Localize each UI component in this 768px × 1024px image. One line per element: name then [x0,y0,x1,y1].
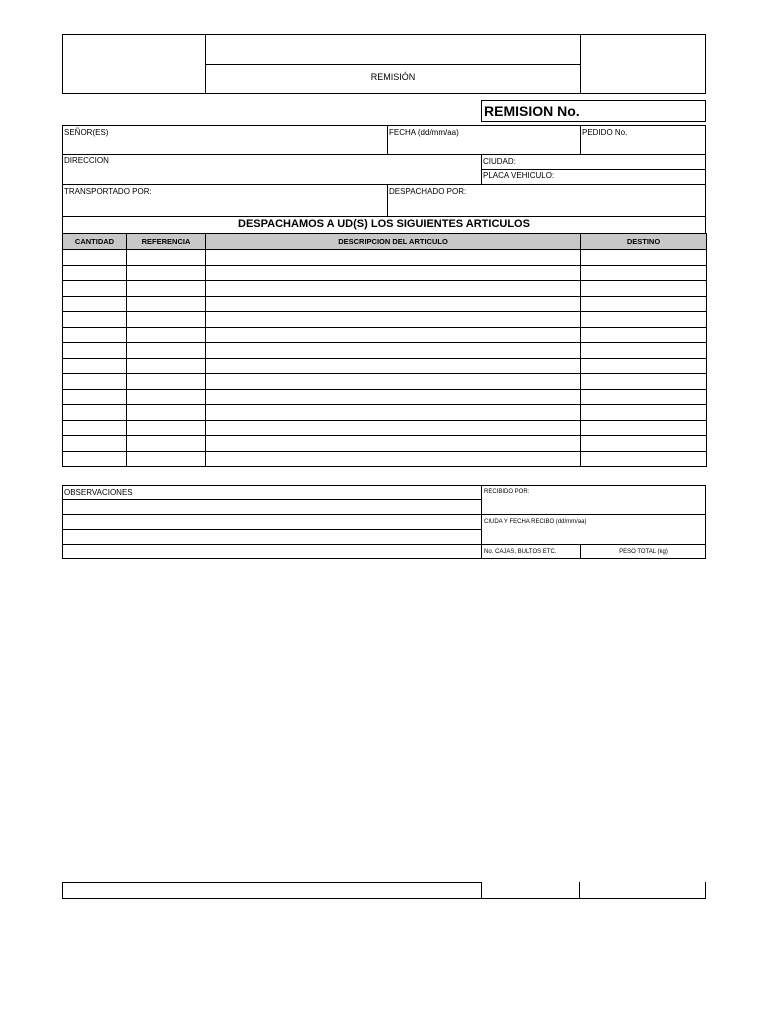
cell-referencia[interactable] [127,436,206,452]
document-title: REMISIÓN [370,72,416,82]
table-row [63,281,707,297]
cell-cantidad[interactable] [63,451,127,467]
cell-referencia[interactable] [127,265,206,281]
cell-cantidad[interactable] [63,312,127,328]
cell-destino[interactable] [581,451,707,467]
items-header-row [63,234,707,250]
cell-referencia[interactable] [127,327,206,343]
client-info-block [62,125,706,217]
cell-referencia[interactable] [127,405,206,421]
info-vline-fecha [387,125,388,155]
cell-destino[interactable] [581,389,707,405]
cell-referencia[interactable] [127,451,206,467]
table-row [63,327,707,343]
cell-referencia[interactable] [127,296,206,312]
obs-line-2 [62,514,482,515]
cell-descripcion[interactable] [206,451,581,467]
obs-line-3 [62,529,482,530]
obs-line-1 [62,499,482,500]
signature-vline-1 [62,882,63,899]
cell-descripcion[interactable] [206,312,581,328]
cell-cantidad[interactable] [63,343,127,359]
remision-number-label: REMISION No. [484,103,580,119]
table-row [63,358,707,374]
cell-cantidad[interactable] [63,389,127,405]
fecha-label: FECHA (dd/mm/aa) [389,128,459,137]
cell-destino[interactable] [581,327,707,343]
cell-descripcion[interactable] [206,265,581,281]
column-header-destino: DESTINO [581,234,707,250]
cell-descripcion[interactable] [206,343,581,359]
ciudad-fecha-recibo-label: CIUDA Y FECHA RECIBO (dd/mm/aa) [484,519,587,525]
footer-vline [481,485,482,559]
ciudad-label: CIUDAD: [483,157,516,166]
cell-cantidad[interactable] [63,250,127,266]
signature-bottom-line [62,898,706,899]
table-row [63,343,707,359]
table-row [63,374,707,390]
table-row [63,420,707,436]
transportado-label: TRANSPORTADO POR: [64,187,152,196]
table-row [63,296,707,312]
info-line-1 [62,154,706,155]
cell-referencia[interactable] [127,389,206,405]
cell-descripcion[interactable] [206,327,581,343]
cell-cantidad[interactable] [63,436,127,452]
cell-referencia[interactable] [127,312,206,328]
cell-destino[interactable] [581,358,707,374]
cell-destino[interactable] [581,312,707,328]
cell-destino[interactable] [581,420,707,436]
cell-destino[interactable] [581,265,707,281]
cell-destino[interactable] [581,405,707,421]
cell-cantidad[interactable] [63,405,127,421]
cajas-label: No. CAJAS, BULTOS ETC. [484,549,557,555]
table-row [63,405,707,421]
cell-referencia[interactable] [127,358,206,374]
pedido-label: PEDIDO No. [582,128,628,137]
signature-vline-3 [579,882,580,899]
info-vline-pedido [580,125,581,155]
items-section-title: DESPACHAMOS A UD(S) LOS SIGUIENTES ARTICULOS [238,218,530,230]
cell-destino[interactable] [581,281,707,297]
obs-line-4 [62,544,706,545]
table-row [63,436,707,452]
table-row [63,389,707,405]
peso-total-label: PESO TOTAL (kg) [619,549,668,555]
cell-destino[interactable] [581,343,707,359]
cell-destino[interactable] [581,296,707,312]
cell-descripcion[interactable] [206,405,581,421]
recibido-label: RECIBIDO POR: [484,489,530,495]
cell-referencia[interactable] [127,281,206,297]
info-line-3 [62,184,706,185]
senores-label: SEÑOR(ES) [64,128,109,137]
header-divider-middle [205,64,581,65]
cell-descripcion[interactable] [206,281,581,297]
cell-destino[interactable] [581,374,707,390]
cell-descripcion[interactable] [206,374,581,390]
cell-referencia[interactable] [127,420,206,436]
signature-top-line [62,882,482,883]
cell-destino[interactable] [581,436,707,452]
table-row [63,451,707,467]
column-header-descripcion: DESCRIPCION DEL ARTICULO [206,234,581,250]
cell-descripcion[interactable] [206,296,581,312]
cell-descripcion[interactable] [206,389,581,405]
observaciones-label: OBSERVACIONES [64,488,133,497]
cell-descripcion[interactable] [206,436,581,452]
cell-cantidad[interactable] [63,281,127,297]
cell-referencia[interactable] [127,250,206,266]
table-row [63,312,707,328]
cell-descripcion[interactable] [206,420,581,436]
items-table [62,233,707,467]
cell-descripcion[interactable] [206,250,581,266]
cell-cantidad[interactable] [63,420,127,436]
placa-label: PLACA VEHICULO: [483,171,555,180]
info-vline-despachado [387,184,388,217]
cell-cantidad[interactable] [63,296,127,312]
cell-cantidad[interactable] [63,374,127,390]
recibido-line [481,514,706,515]
info-vline-ciudad [481,154,482,185]
despachado-label: DESPACHADO POR: [389,187,467,196]
table-row [63,265,707,281]
cell-destino[interactable] [581,250,707,266]
direccion-label: DIRECCION [64,156,109,165]
info-line-2 [481,169,706,170]
cell-referencia[interactable] [127,374,206,390]
column-header-referencia: REFERENCIA [127,234,206,250]
cell-cantidad[interactable] [63,265,127,281]
cell-referencia[interactable] [127,343,206,359]
table-row [63,250,707,266]
cell-descripcion[interactable] [206,358,581,374]
signature-vline-2 [481,882,482,899]
cell-cantidad[interactable] [63,327,127,343]
cell-cantidad[interactable] [63,358,127,374]
column-header-cantidad: CANTIDAD [63,234,127,250]
signature-vline-4 [705,882,706,899]
